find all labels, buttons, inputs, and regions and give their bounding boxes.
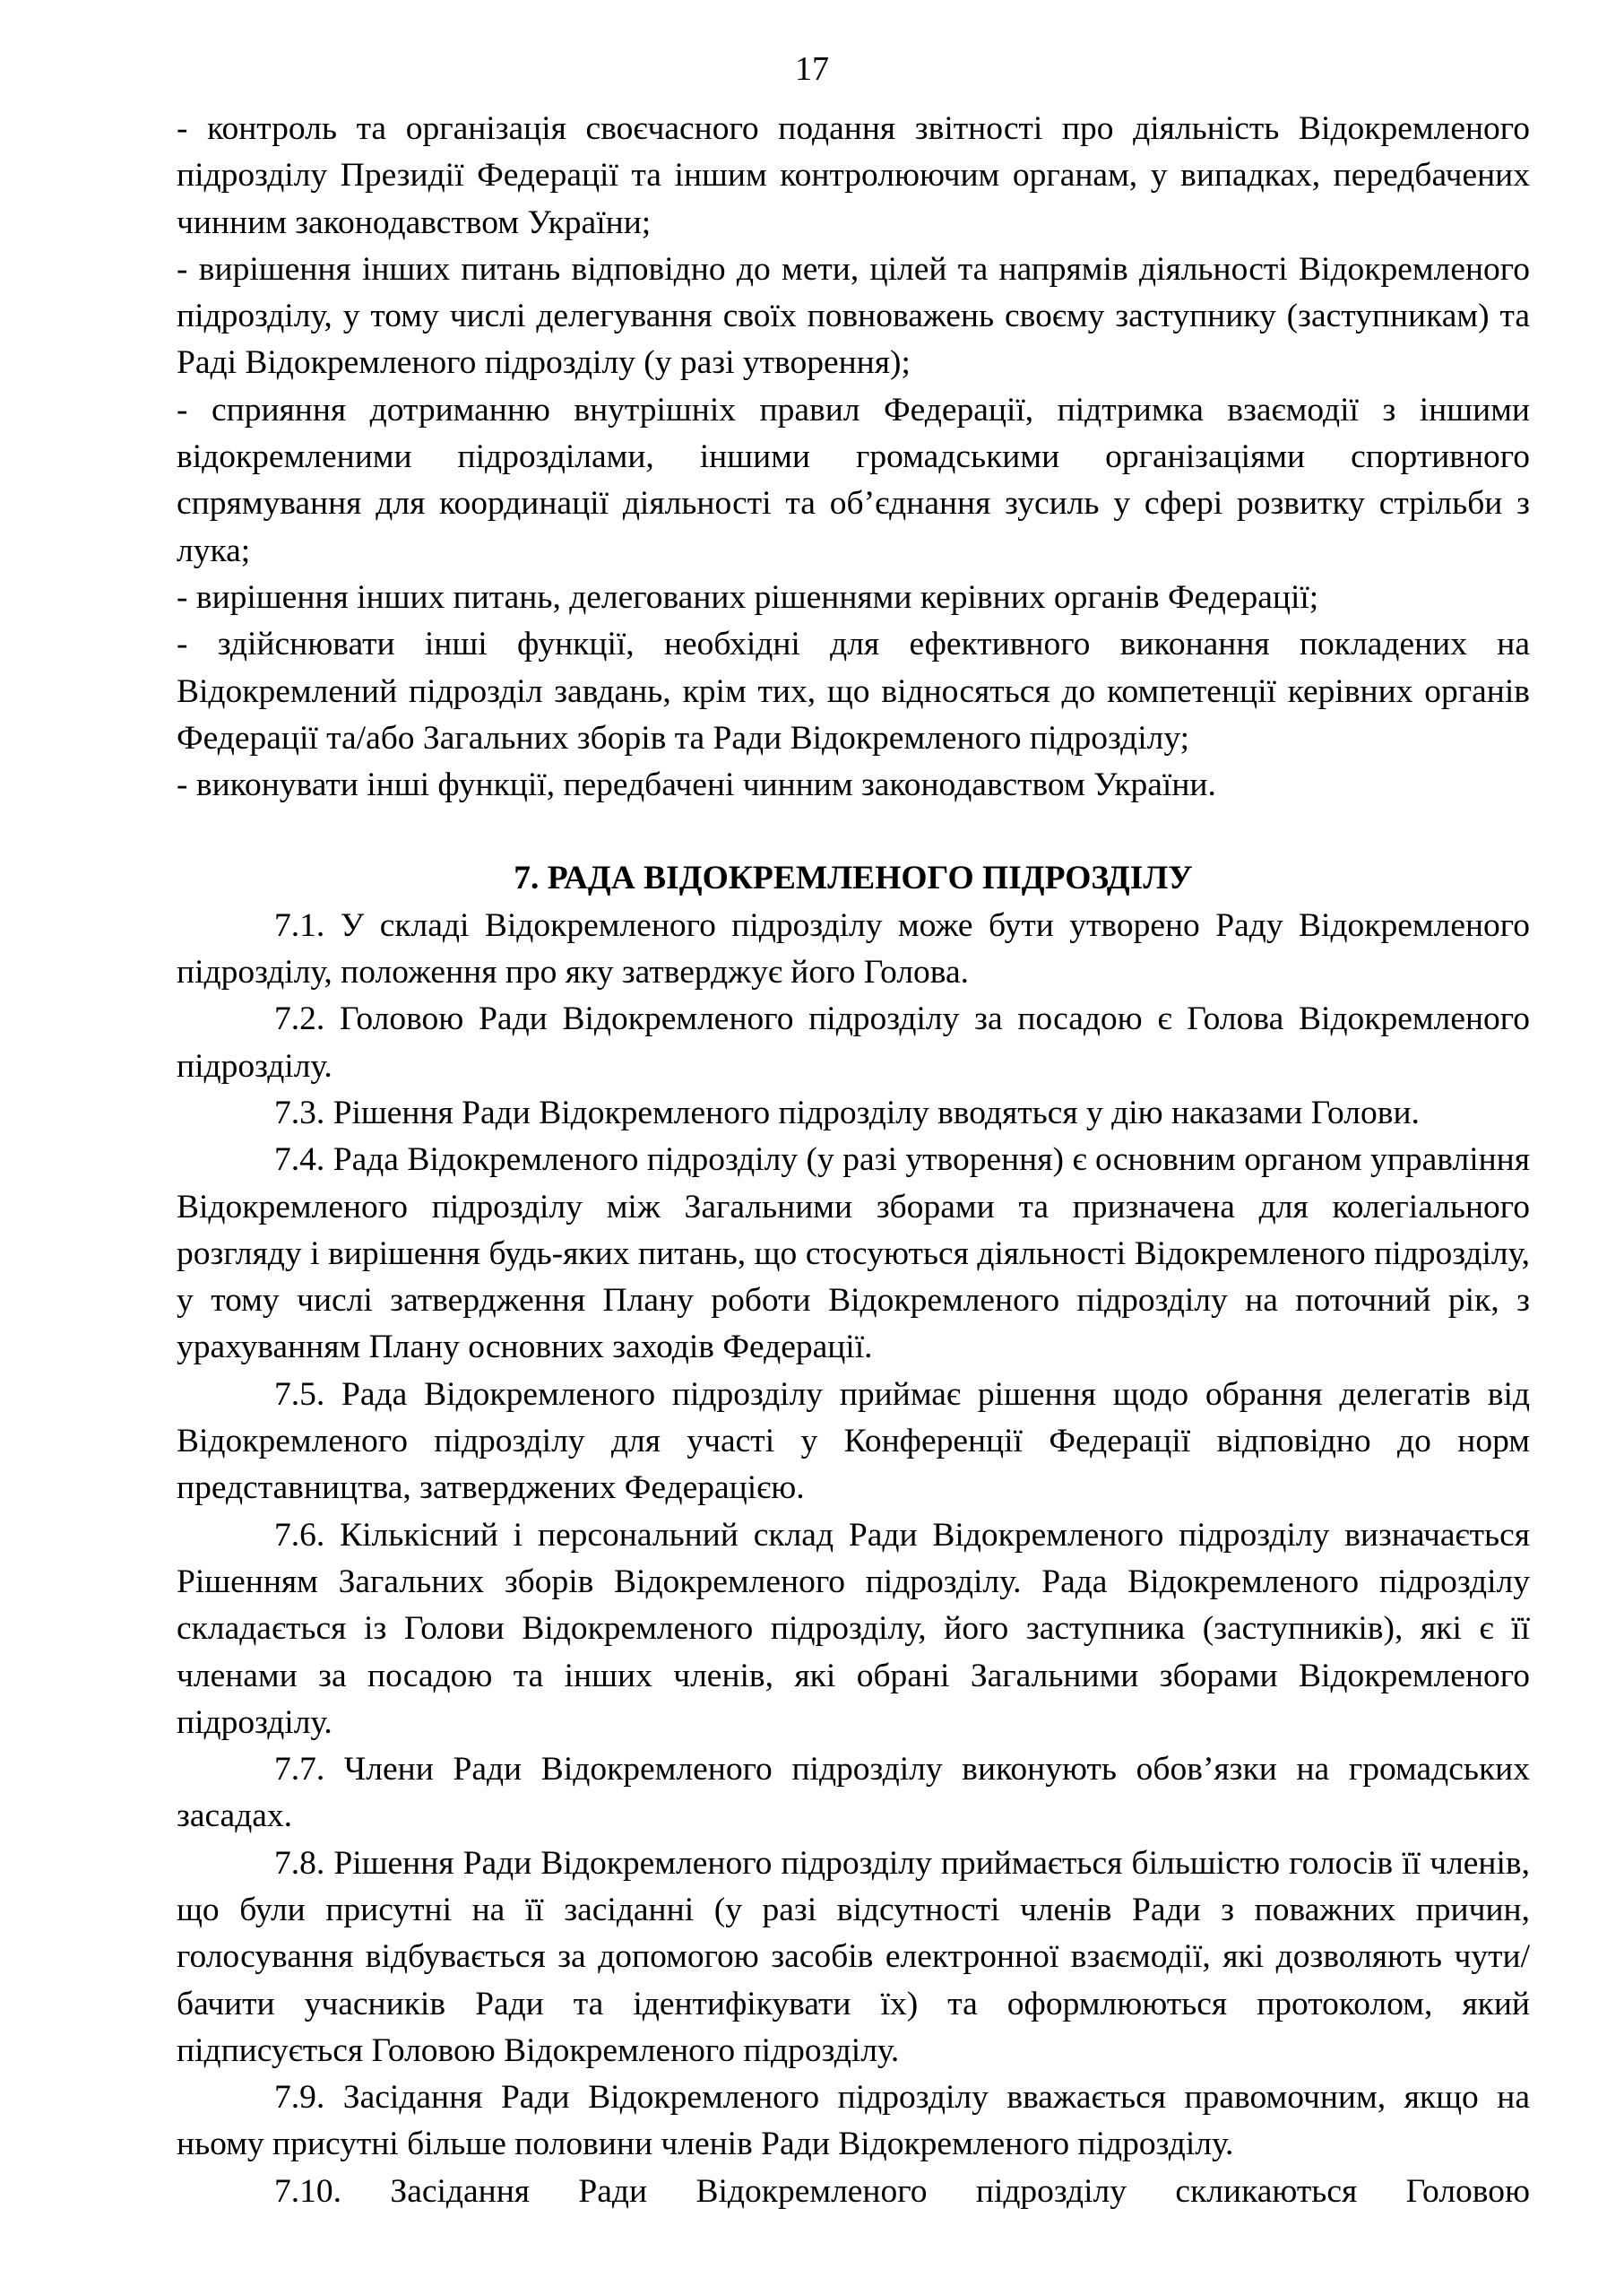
clause-7-5: 7.5. Рада Відокремленого підрозділу приймає рішення щодо обрання делегатів від Відокремленого підрозділу для участі у Конференції Федерації відповідно до норм представництва, затверджених Федерацією. [177,1375,1530,1507]
clause-7-1: 7.1. У складі Відокремленого підрозділу може бути утворено Раду Відокремленого підрозділу, положення про яку затверджує його Голова. [177,906,1530,992]
section-heading: 7. РАДА ВІДОКРЕМЛЕНОГО ПІДРОЗДІЛУ [514,860,1193,897]
list-item-other-functions: - здійснювати інші функції, необхідні для ефективного виконання покладених на Відокремлений підрозділ завдань, крім тих, що відносяться до компетенції керівних органів Федерації та/або Загальних зборів та Ради Відокремленого підрозділу; [177,626,1530,757]
clause-7-6: 7.6. Кількісний і персональний склад Ради Відокремленого підрозділу визначається Рішенням Загальних зборів Відокремленого підрозділу. Рада Відокремленого підрозділу складається із Голови Відокремленого підрозділу, його заступника (заступників), які є її членами за посадою та інших членів, які обрані Загальними зборами Відокремленого підрозділу. [177,1516,1530,1741]
document-body [177,106,1530,2215]
list-item-other-issues: - вирішення інших питань відповідно до мети, цілей та напрямів діяльності Відокремленого підрозділу, у тому числі делегування своїх повноважень своєму заступнику (заступникам) та Раді Відокремленого підрозділу (у разі утворення); [177,250,1530,382]
clause-7-10: 7.10. Засідання Ради Відокремленого підрозділу скликаються Головою [274,2172,1530,2210]
list-item-legal-functions: - виконувати інші функції, передбачені чинним законодавством України. [177,766,1216,804]
page-number: 17 [795,50,829,88]
list-item-delegated-issues: - вирішення інших питань, делегованих рішеннями керівних органів Федерації; [177,578,1319,616]
clause-7-4: 7.4. Рада Відокремленого підрозділу (у разі утворення) є основним органом управління Відокремленого підрозділу між Загальними зборами та призначена для колегіального розгляду і вирішення будь-яких питань, що стосуються діяльності Відокремленого підрозділу, у тому числі затвердження Плану роботи Відокремленого підрозділу на поточний рік, з урахуванням Плану основних заходів Федерації. [177,1141,1530,1366]
clause-7-7: 7.7. Члени Ради Відокремленого підрозділу виконують обов’язки на громадських засадах. [177,1751,1530,1835]
list-item-internal-rules: - сприяння дотриманню внутрішніх правил Федерації, підтримка взаємодії з іншими відокремленими підрозділами, іншими громадськими організаціями спортивного спрямування для координації діяльності та об’єднання зусиль у сфері розвитку стрільби з лука; [177,391,1530,569]
clause-7-3: 7.3. Рішення Ради Відокремленого підрозділу вводяться у дію наказами Голови. [274,1094,1420,1131]
clause-7-8: 7.8. Рішення Ради Відокремленого підрозділу приймається більшістю голосів її членів, що були присутні на її засіданні (у разі відсутності членів Ради з поважних причин, голосування відбувається за допомогою засобів електронної взаємодії, які дозволяють чути/бачити учасників Ради та ідентифікувати їх) та оформлюються протоколом, який підписується Головою Відокремленого підрозділу. [177,1844,1530,2069]
clause-7-2: 7.2. Головою Ради Відокремленого підрозділу за посадою є Голова Відокремленого підрозділу. [177,1000,1530,1085]
list-item-reporting-control: - контроль та організація своєчасного подання звітності про діяльність Відокремленого підрозділу Президії Федерації та іншим контролюючим органам, у випадках, передбачених чинним законодавством України; [177,110,1530,241]
clause-7-9: 7.9. Засідання Ради Відокремленого підрозділу вважається правомочним, якщо на ньому присутні більше половини членів Ради Відокремленого підрозділу. [177,2079,1530,2163]
